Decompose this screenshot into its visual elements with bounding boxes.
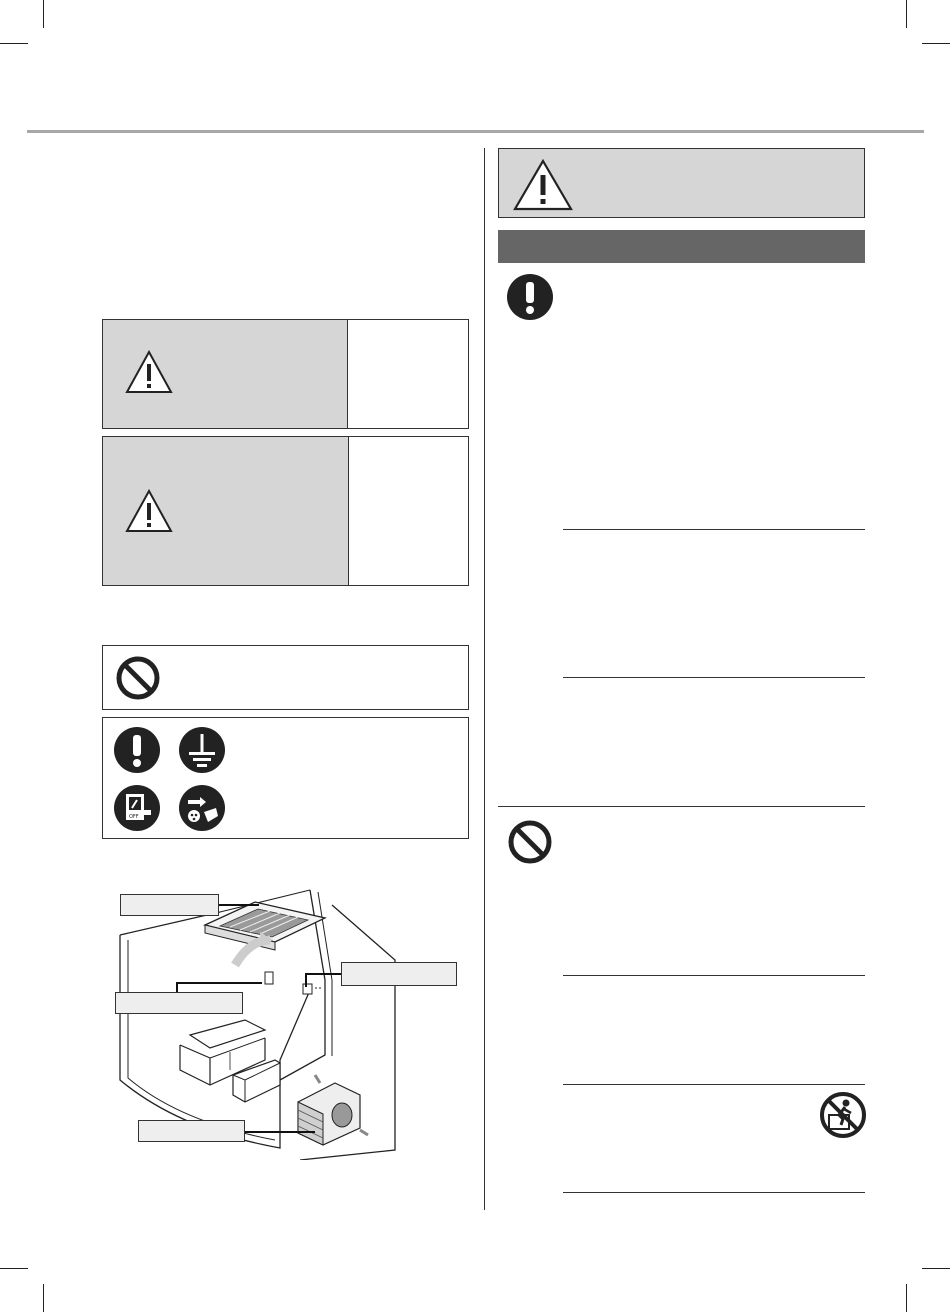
item-divider	[563, 529, 865, 530]
crop-mark	[922, 43, 950, 44]
header-warning-box	[498, 148, 865, 218]
item-divider	[563, 1192, 865, 1193]
section-bar-text	[498, 238, 508, 254]
mandatory-symbol-box	[102, 717, 469, 839]
prohibited-icon	[115, 655, 161, 701]
prohibited-icon	[507, 819, 553, 865]
wired-remote-label	[341, 962, 457, 986]
column-divider	[484, 148, 485, 1210]
section-divider	[498, 806, 865, 807]
header-rule	[27, 130, 924, 133]
switch-off-icon	[113, 784, 161, 832]
crop-mark	[43, 0, 44, 28]
no-climbing-icon	[819, 1091, 867, 1139]
item-divider	[563, 975, 865, 976]
caution-box	[102, 436, 469, 586]
installation-diagram	[110, 880, 460, 1160]
leader-line	[245, 1131, 315, 1133]
item-divider	[563, 1084, 865, 1085]
remote-controller-label	[115, 992, 243, 1014]
section-bar	[498, 230, 865, 263]
crop-mark	[43, 1284, 44, 1312]
prohibited-symbol-box	[102, 645, 469, 710]
warning-box	[102, 319, 469, 429]
ground-icon	[178, 726, 226, 774]
warning-triangle-icon	[513, 159, 573, 211]
mandatory-exclamation-icon	[506, 273, 554, 321]
outdoor-unit-label	[138, 1120, 245, 1142]
crop-mark	[0, 1268, 28, 1269]
crop-mark	[906, 1284, 907, 1312]
crop-mark	[922, 1268, 950, 1269]
warning-triangle-icon	[125, 489, 173, 533]
svg-text:OFF: OFF	[129, 814, 139, 820]
leader-line	[305, 973, 341, 975]
leader-line	[176, 982, 262, 984]
crop-mark	[906, 0, 907, 28]
warning-triangle-icon	[125, 350, 173, 394]
leader-line	[305, 973, 307, 987]
indoor-unit-label	[120, 894, 219, 916]
leader-line	[219, 904, 259, 906]
leader-line	[176, 982, 178, 992]
unplug-icon	[178, 784, 226, 832]
crop-mark	[0, 43, 28, 44]
mandatory-exclamation-icon	[113, 726, 161, 774]
item-divider	[563, 677, 865, 678]
